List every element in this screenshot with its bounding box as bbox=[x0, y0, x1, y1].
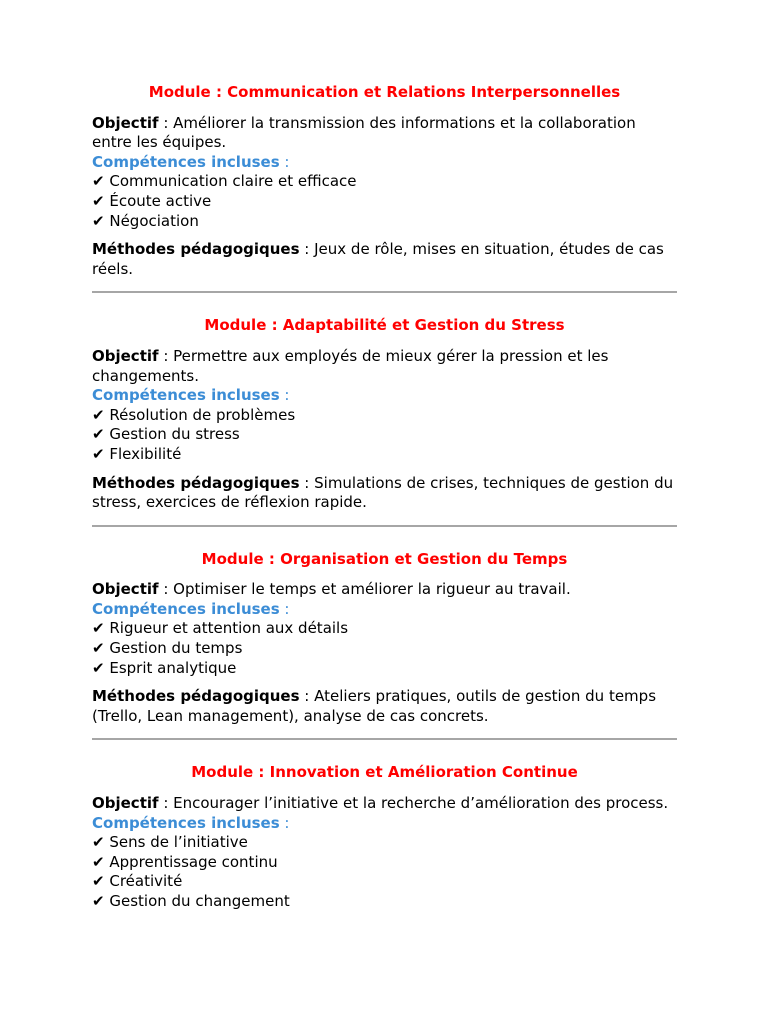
skill-text: Négociation bbox=[109, 211, 199, 230]
methods-paragraph bbox=[92, 474, 677, 513]
section-divider bbox=[92, 525, 677, 527]
module-title: Module : Innovation et Amélioration Continue bbox=[191, 763, 578, 782]
checkmark-icon: ✔ bbox=[92, 872, 105, 891]
objective-label: Objectif bbox=[92, 113, 159, 132]
objective-label: Objectif bbox=[92, 794, 159, 813]
checkmark-icon: ✔ bbox=[92, 892, 105, 910]
skill-item bbox=[92, 639, 677, 659]
objective-separator: : bbox=[158, 794, 174, 813]
skill-text: Esprit analytique bbox=[109, 658, 237, 677]
methods-paragraph bbox=[92, 240, 677, 279]
objective-paragraph bbox=[92, 794, 677, 814]
skill-item bbox=[92, 659, 677, 679]
methods-text: Jeux de rôle, mises en situation, études de cas réels. bbox=[92, 240, 664, 278]
objective-label: Objectif bbox=[92, 580, 159, 599]
methods-label: Méthodes pédagogiques bbox=[92, 473, 300, 492]
skill-item bbox=[92, 892, 677, 912]
skill-item bbox=[92, 406, 677, 426]
objective-paragraph bbox=[92, 580, 677, 600]
objective-separator: : bbox=[158, 113, 174, 132]
checkmark-icon: ✔ bbox=[92, 405, 105, 424]
skill-item bbox=[92, 212, 677, 232]
module-section bbox=[92, 83, 677, 279]
skills-heading-separator: : bbox=[279, 813, 290, 832]
objective-text: Optimiser le temps et améliorer la rigueur au travail. bbox=[173, 580, 571, 599]
objective-text: Permettre aux employés de mieux gérer la pression et les changements. bbox=[92, 346, 609, 385]
skill-item bbox=[92, 833, 677, 853]
skills-heading-separator: : bbox=[279, 599, 290, 618]
objective-paragraph bbox=[92, 347, 677, 386]
methods-label: Méthodes pédagogiques bbox=[92, 240, 300, 259]
skills-list bbox=[92, 406, 677, 465]
section-divider bbox=[92, 291, 677, 293]
methods-separator: : bbox=[299, 687, 315, 706]
skill-item bbox=[92, 425, 677, 445]
objective-text: Améliorer la transmission des informations et la collaboration entre les équipes. bbox=[92, 113, 636, 152]
skill-text: Créativité bbox=[109, 872, 183, 891]
skill-item bbox=[92, 619, 677, 639]
skill-text: Sens de l’initiative bbox=[109, 833, 248, 852]
skills-heading-separator: : bbox=[279, 386, 290, 405]
skills-list bbox=[92, 619, 677, 678]
skills-heading-separator: : bbox=[279, 152, 290, 171]
checkmark-icon: ✔ bbox=[92, 425, 105, 444]
skills-heading bbox=[92, 814, 677, 834]
module-section bbox=[92, 316, 677, 512]
checkmark-icon: ✔ bbox=[92, 211, 105, 230]
skill-text: Rigueur et attention aux détails bbox=[109, 619, 349, 638]
module-title: Module : Communication et Relations Interpersonnelles bbox=[148, 83, 621, 101]
skill-text: Gestion du changement bbox=[109, 892, 290, 910]
skill-text: Écoute active bbox=[109, 191, 212, 210]
module-title: Module : Organisation et Gestion du Temps bbox=[201, 549, 568, 568]
skills-heading-label: Compétences incluses bbox=[92, 152, 280, 171]
methods-text: Ateliers pratiques, outils de gestion du temps (Trello, Lean management), analyse de cas concrets. bbox=[92, 687, 657, 725]
skill-item bbox=[92, 445, 677, 465]
methods-paragraph bbox=[92, 687, 677, 726]
checkmark-icon: ✔ bbox=[92, 619, 105, 638]
skills-heading bbox=[92, 600, 677, 620]
methods-text: Simulations de crises, techniques de gestion du stress, exercices de réflexion rapide. bbox=[92, 473, 674, 512]
checkmark-icon: ✔ bbox=[92, 658, 105, 677]
skill-text: Flexibilité bbox=[109, 444, 182, 463]
objective-separator: : bbox=[158, 346, 174, 365]
skill-text: Apprentissage continu bbox=[109, 852, 278, 871]
module-section bbox=[92, 763, 677, 911]
document-content bbox=[92, 83, 677, 912]
module-section bbox=[92, 550, 677, 727]
skill-text: Résolution de problèmes bbox=[109, 405, 296, 424]
module-title: Module : Adaptabilité et Gestion du Stress bbox=[204, 316, 565, 335]
skills-heading bbox=[92, 153, 677, 173]
checkmark-icon: ✔ bbox=[92, 172, 105, 191]
checkmark-icon: ✔ bbox=[92, 444, 105, 463]
objective-paragraph bbox=[92, 114, 677, 153]
skill-item bbox=[92, 192, 677, 212]
skills-heading bbox=[92, 386, 677, 406]
skills-list bbox=[92, 833, 677, 911]
skills-list bbox=[92, 172, 677, 231]
methods-separator: : bbox=[299, 240, 315, 259]
skills-heading-label: Compétences incluses bbox=[92, 813, 280, 832]
objective-text: Encourager l’initiative et la recherche d’amélioration des process. bbox=[173, 794, 669, 813]
objective-separator: : bbox=[158, 580, 174, 599]
methods-separator: : bbox=[299, 473, 315, 492]
skills-heading-label: Compétences incluses bbox=[92, 599, 280, 618]
skill-text: Communication claire et efficace bbox=[109, 172, 357, 191]
skill-item bbox=[92, 853, 677, 873]
skill-item bbox=[92, 872, 677, 892]
checkmark-icon: ✔ bbox=[92, 639, 105, 658]
skill-item bbox=[92, 172, 677, 192]
methods-label: Méthodes pédagogiques bbox=[92, 687, 300, 706]
objective-label: Objectif bbox=[92, 346, 159, 365]
checkmark-icon: ✔ bbox=[92, 852, 105, 871]
checkmark-icon: ✔ bbox=[92, 191, 105, 210]
skill-text: Gestion du stress bbox=[109, 425, 240, 444]
skills-heading-label: Compétences incluses bbox=[92, 386, 280, 405]
checkmark-icon: ✔ bbox=[92, 833, 105, 852]
section-divider bbox=[92, 738, 677, 740]
skill-text: Gestion du temps bbox=[109, 639, 243, 658]
